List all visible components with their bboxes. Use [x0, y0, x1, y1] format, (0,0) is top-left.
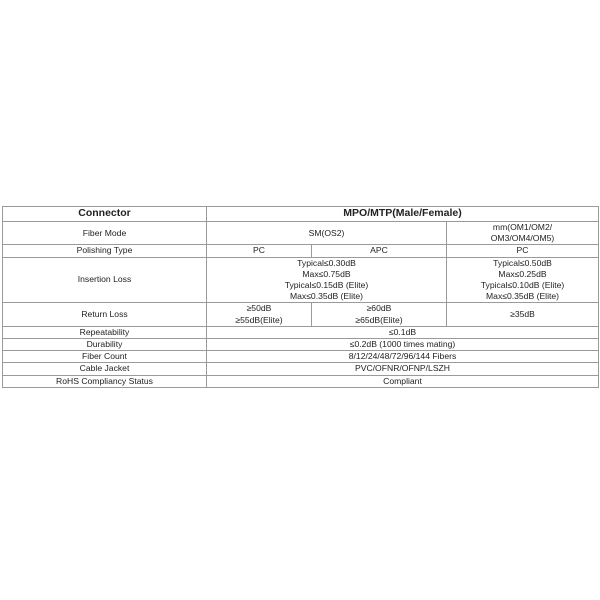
product-header: MPO/MTP(Male/Female)	[207, 207, 599, 222]
fiber-mode-mm	[447, 222, 599, 245]
fiber-count-row	[3, 351, 599, 363]
return-loss-label: Return Loss	[3, 303, 207, 326]
return-loss-row	[3, 303, 599, 326]
return-loss-sm-apc-line: ≥65dB(Elite)	[355, 314, 403, 325]
fiber-mode-sm: SM(OS2)	[207, 222, 447, 245]
insertion-loss-mm-line: Typical≤0.10dB (Elite)	[480, 280, 565, 291]
durability-label: Durability	[3, 339, 207, 351]
insertion-loss-label: Insertion Loss	[3, 257, 207, 303]
cable-jacket-value: PVC/OFNR/OFNP/LSZH	[207, 363, 599, 375]
insertion-loss-sm	[207, 257, 447, 303]
fiber-count-value: 8/12/24/48/72/96/144 Fibers	[207, 351, 599, 363]
fiber-mode-mm-line: OM3/OM4/OM5)	[490, 233, 555, 244]
insertion-loss-sm-line: Max≤0.35dB (Elite)	[289, 291, 364, 302]
repeatability-label: Repeatability	[3, 326, 207, 338]
insertion-loss-mm	[447, 257, 599, 303]
header-row	[3, 207, 599, 222]
return-loss-mm: ≥35dB	[447, 303, 599, 326]
insertion-loss-mm-line: Typical≤0.50dB	[493, 257, 552, 268]
return-loss-sm-pc	[207, 303, 312, 326]
polishing-type-label: Polishing Type	[3, 245, 207, 257]
connector-header: Connector	[3, 207, 207, 222]
return-loss-sm-apc-line: ≥60dB	[366, 303, 392, 314]
polishing-type-row	[3, 245, 599, 257]
fiber-mode-label: Fiber Mode	[3, 222, 207, 245]
insertion-loss-sm-line: Typical≤0.30dB	[297, 257, 356, 268]
fiber-mode-mm-line: mm(OM1/OM2/	[492, 222, 553, 232]
rohs-value: Compliant	[207, 375, 599, 387]
durability-row	[3, 339, 599, 351]
spec-table	[2, 206, 599, 388]
return-loss-sm-pc-line: ≥55dB(Elite)	[235, 314, 283, 325]
insertion-loss-mm-line: Max≤0.35dB (Elite)	[486, 291, 560, 302]
fiber-mode-row	[3, 222, 599, 245]
polishing-sm-apc: APC	[312, 245, 447, 257]
repeatability-value: ≤0.1dB	[207, 326, 599, 338]
durability-value: ≤0.2dB (1000 times mating)	[207, 339, 599, 351]
insertion-loss-mm-line: Max≤0.25dB	[498, 268, 547, 279]
return-loss-sm-apc	[312, 303, 447, 326]
rohs-label: RoHS Compliancy Status	[3, 375, 207, 387]
polishing-mm-pc: PC	[447, 245, 599, 257]
insertion-loss-sm-line: Typical≤0.15dB (Elite)	[284, 280, 369, 291]
polishing-sm-pc: PC	[207, 245, 312, 257]
return-loss-sm-pc-line: ≥50dB	[246, 303, 272, 314]
cable-jacket-row	[3, 363, 599, 375]
fiber-count-label: Fiber Count	[3, 351, 207, 363]
insertion-loss-sm-line: Max≤0.75dB	[302, 268, 351, 279]
insertion-loss-row	[3, 257, 599, 303]
cable-jacket-label: Cable Jacket	[3, 363, 207, 375]
repeatability-row	[3, 326, 599, 338]
rohs-row	[3, 375, 599, 387]
